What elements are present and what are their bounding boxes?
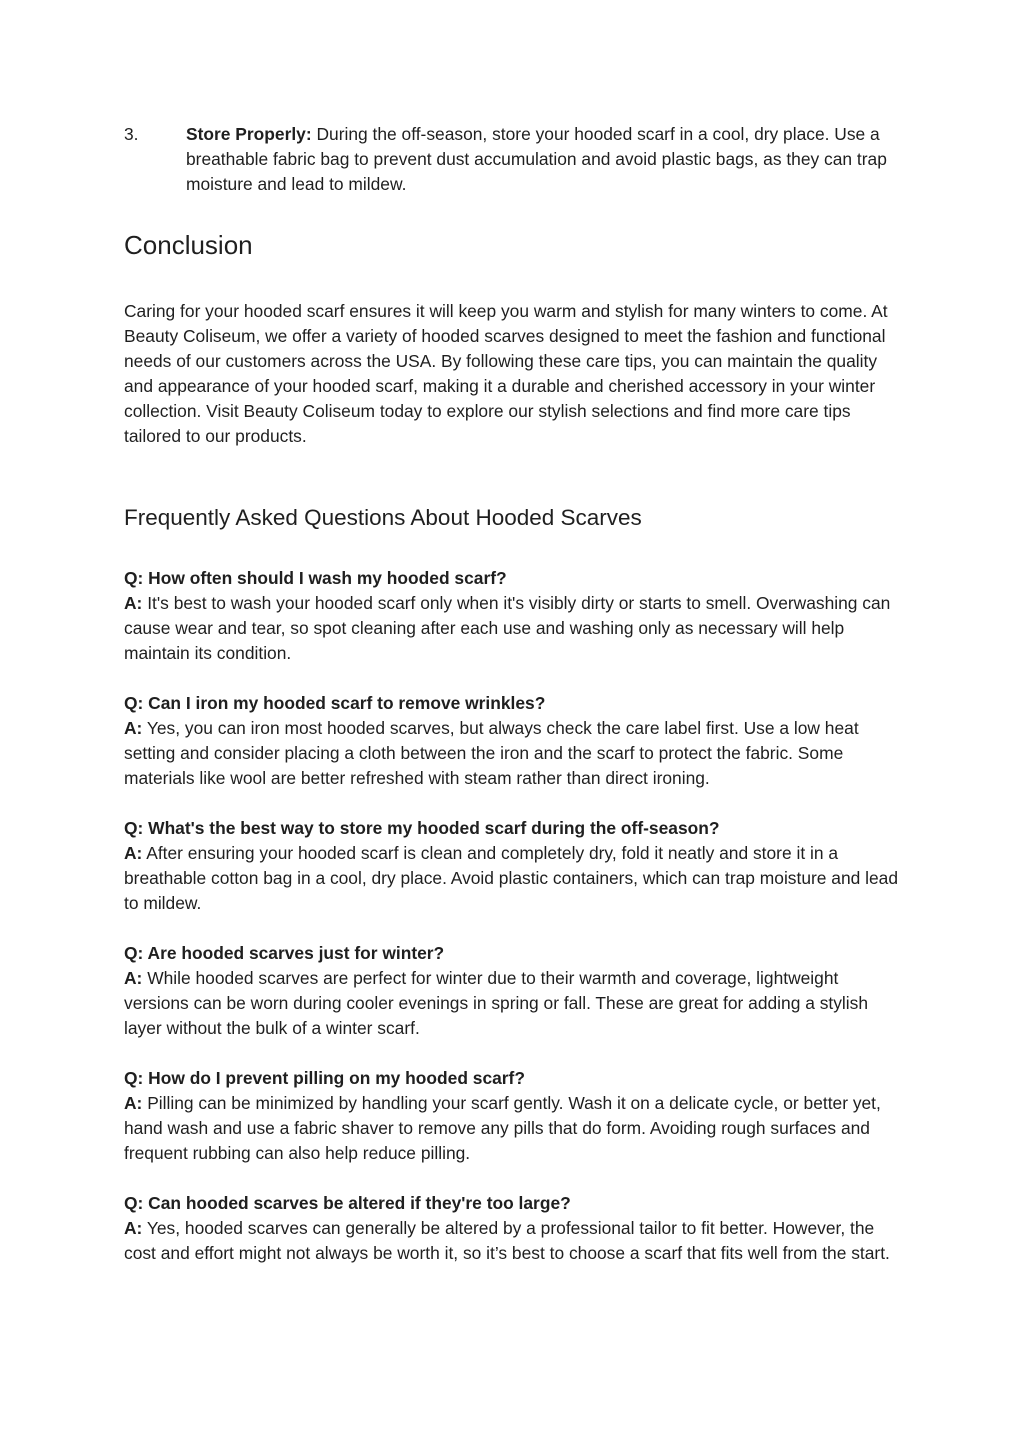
faq-answer [124, 841, 900, 916]
answer-label: A: [124, 718, 143, 738]
faq-item [124, 941, 900, 1041]
faq-question: Q: How often should I wash my hooded scarf? [124, 568, 507, 588]
list-item-store-properly [124, 122, 900, 197]
faq-question: Q: Are hooded scarves just for winter? [124, 943, 445, 963]
faq-item [124, 816, 900, 916]
answer-label: A: [124, 1218, 143, 1238]
faq-answer [124, 966, 900, 1041]
answer-label: A: [124, 968, 143, 988]
faq-question: Q: Can hooded scarves be altered if they're too large? [124, 1193, 571, 1213]
conclusion-heading: Conclusion [124, 230, 253, 260]
faq-answer [124, 591, 900, 666]
faq-heading: Frequently Asked Questions About Hooded Scarves [124, 505, 642, 530]
faq-item [124, 1066, 900, 1166]
answer-text: After ensuring your hooded scarf is clean and completely dry, fold it neatly and store it in a breathable cotton bag in a cool, dry place. Avoid plastic containers, which can trap moisture and lead to mildew. [124, 843, 899, 913]
list-item-body: During the off-season, store your hooded scarf in a cool, dry place. Use a breathable fabric bag to prevent dust accumulation and avoid plastic bags, as they can trap moisture and lead to mildew. [186, 124, 887, 194]
answer-text: Pilling can be minimized by handling your scarf gently. Wash it on a delicate cycle, or better yet, hand wash and use a fabric shaver to remove any pills that do form. Avoiding rough surfaces and frequent rubbing can also help reduce pilling. [124, 1093, 881, 1163]
faq-item [124, 566, 900, 666]
faq-item [124, 691, 900, 791]
answer-text: Yes, hooded scarves can generally be altered by a professional tailor to fit better. However, the cost and effort might not always be worth it, so it’s best to choose a scarf that fits well from the start. [124, 1218, 890, 1263]
faq-list [124, 566, 900, 1291]
conclusion-paragraph: Caring for your hooded scarf ensures it will keep you warm and stylish for many winters to come. At Beauty Coliseum, we offer a variety of hooded scarves designed to meet the fashion and functional needs of our customers across the USA. By following these care tips, you can maintain the quality and appearance of your hooded scarf, making it a durable and cherished accessory in your winter collection. Visit Beauty Coliseum today to explore our stylish selections and find more care tips tailored to our products. [124, 301, 888, 446]
answer-text: It's best to wash your hooded scarf only when it's visibly dirty or starts to smell. Overwashing can cause wear and tear, so spot cleaning after each use and washing only as necessary will help maintain its condition. [124, 593, 891, 663]
faq-question: Q: Can I iron my hooded scarf to remove wrinkles? [124, 693, 546, 713]
faq-answer [124, 1216, 900, 1266]
faq-item [124, 1191, 900, 1266]
faq-answer [124, 1091, 900, 1166]
list-item-text [155, 122, 900, 197]
faq-question: Q: What's the best way to store my hooded scarf during the off-season? [124, 818, 720, 838]
answer-text: Yes, you can iron most hooded scarves, but always check the care label first. Use a low heat setting and consider placing a cloth between the iron and the scarf to protect the fabric. Some materials like wool are better refreshed with steam rather than direct ironing. [124, 718, 859, 788]
faq-answer [124, 716, 900, 791]
faq-question: Q: How do I prevent pilling on my hooded scarf? [124, 1068, 525, 1088]
list-number: 3. [124, 124, 139, 144]
answer-label: A: [124, 593, 143, 613]
answer-text: While hooded scarves are perfect for winter due to their warmth and coverage, lightweight versions can be worn during cooler evenings in spring or fall. These are great for adding a stylish layer without the bulk of a winter scarf. [124, 968, 869, 1038]
answer-label: A: [124, 843, 143, 863]
list-item-title: Store Properly: [186, 124, 312, 144]
answer-label: A: [124, 1093, 143, 1113]
